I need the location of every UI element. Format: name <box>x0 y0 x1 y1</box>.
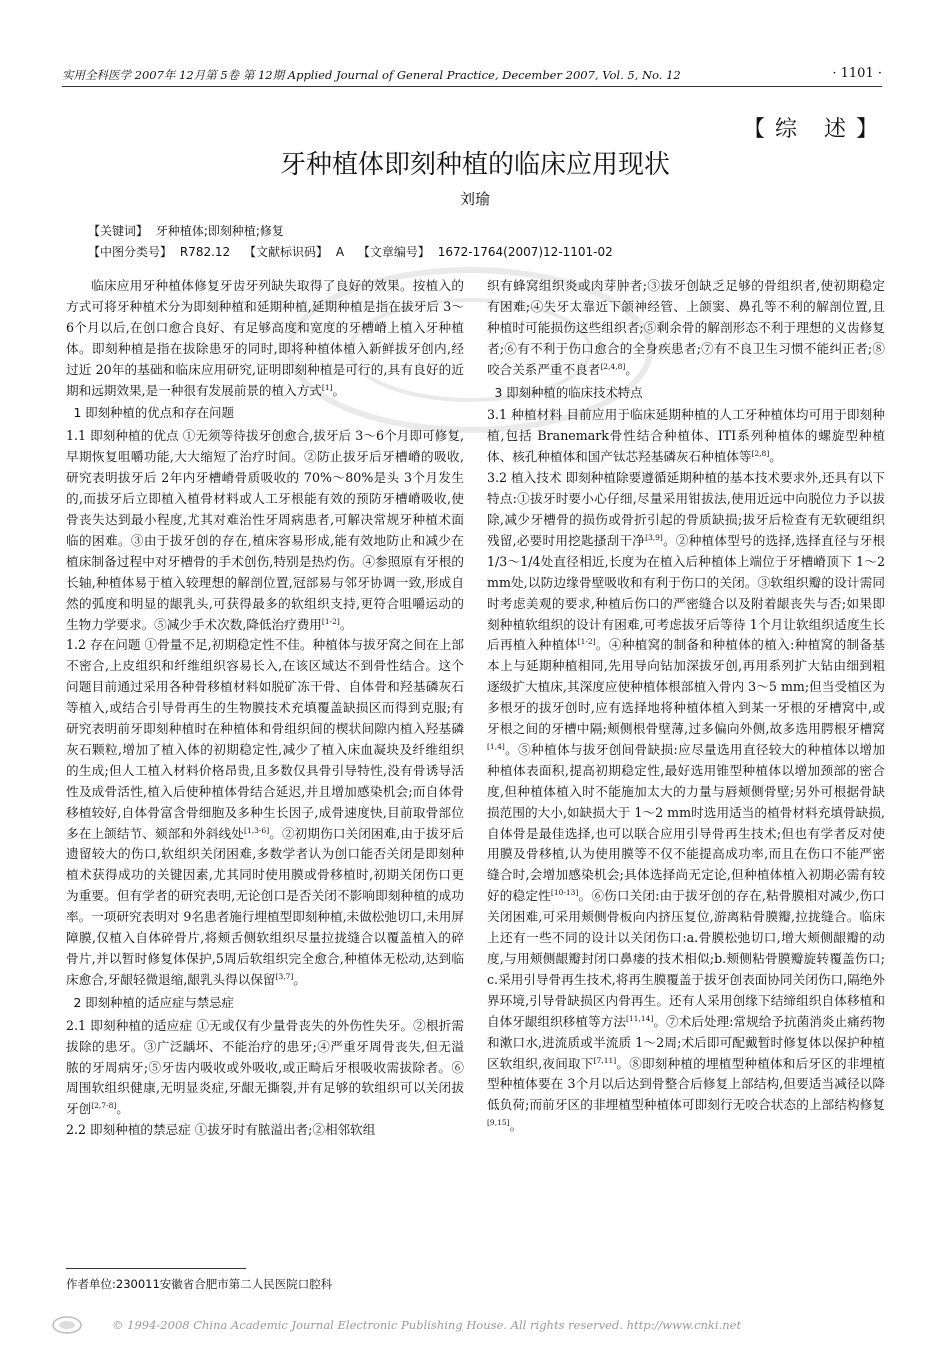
section-2-1: 2.1 即刻种植的适应症 ①无或仅有少量骨丧失的外伤性失牙。②根折需拔除的患牙。③广泛龋坏、不能治疗的患牙;④严重牙周骨丧失,但无溢脓的牙周病牙;⑤牙齿内吸收或外吸收,或正畸后牙根吸收需拔除者。⑥周围软组织健康,无明显炎症,牙龈无撕裂,并有足够的软组织可以关闭拔牙创[2,7-8]。 <box>66 1017 464 1117</box>
section-heading-2: 2 即刻种植的适应症与禁忌症 <box>73 994 234 1010</box>
citation: [2,7-8] <box>91 1101 117 1111</box>
citation: [3,9] <box>645 532 663 542</box>
citation: [3,7] <box>275 971 294 981</box>
citation: [2,8] <box>751 449 770 459</box>
section-3-1: 3.1 种植材料 目前应用于临床延期种植的人工牙种植体均可用于即刻种植,包括 Branemark骨性结合种植体、ITI系列种植体的螺旋型种植体、核孔种植体和国产钛芯羟基磷灰石种植体等[2,8]。 <box>487 407 885 465</box>
copyright-footer <box>52 1316 912 1334</box>
citation: [10-13] <box>550 888 579 898</box>
citation: [2,4,8] <box>600 361 626 371</box>
page-number: · 1101 · <box>832 66 882 81</box>
article-no-label: 【文章编号】 <box>357 245 430 259</box>
citation: [1,4] <box>487 741 505 751</box>
citation: [1-2] <box>577 637 596 647</box>
article-title: 牙种植体即刻种植的临床应用现状 <box>279 150 670 180</box>
section-3-2: 3.2 植入技术 即刻种植除要遵循延期种植的基本技术要求外,还具有以下特点:①拔牙时要小心仔细,尽量采用钳拔法,使用近远中向脱位力予以拔除,减少牙槽骨的损伤或骨折引起的骨质缺损;拔牙后检查有无软硬组织残留,必要时用挖匙搔刮干净[3,9]。②种植体型号的选择,选择直径与牙根 1/3～1/4处直径相近,长度为在植入后种植体上端位于牙槽嵴顶下 1～2 mm处,以防边缘骨壁吸收和有利于伤口的关闭。③软组织瓣的设计需同时考虑美观的要求,种植后伤口的严密缝合以及附着龈丧失与否;如果即刻种植软组织的设计有困难,可考虑拔牙后等待 1个月让软组织适度生长后再植入种植体[1-2]。④种植窝的制备和种植体的植入:种植窝的制备基本上与延期种植相同,先用导向钻加深拔牙创,再用系列扩大钻由细到粗逐级扩大植床,其深度应使种植体根部植入骨内 3～5 mm;但当受植区为多根牙的拔牙创时,应有选择地将种植体植入到某一牙根的牙槽窝中,或牙根之间的牙槽中隔;颊侧根骨壁薄,过多偏向外侧,故多选用腭根牙槽窝[1,4]。⑤种植体与拔牙创间骨缺损:应尽量选用直径较大的种植体以增加种植体表面积,提高初期稳定性,最好选用锥型种植体以增加颈部的密合度,但种植体植入时不能施加太大的力量与唇颊侧骨壁;另外可根据骨缺损范围的大小,如缺损大于 1～2 mm时选用适当的植骨材料充填骨缺损,自体骨是最佳选择,也可以联合应用引导骨再生技术;但也有学者反对使用膜及骨移植,认为使用膜等不仅不能提高成功率,而且在伤口不能严密缝合时,会增加感染机会;具体选择尚无定论,但种植体植入初期必需有较好的稳定性[10-13]。⑥伤口关闭:由于拔牙创的存在,粘骨膜相对减少,伤口关闭困难,可采用颊侧骨板向内挤压复位,游离粘骨膜瓣,拉拢缝合。临床上还有一些不同的设计以关闭伤口:a.骨膜松弛切口,增大颊侧龈瓣的动度,与用颊侧龈瓣封闭口鼻瘘的技术相似;b.颊侧粘骨膜瓣旋转覆盖伤口;c.采用引导骨再生技术,将再生膜覆盖于拔牙创表面协同关闭伤口,隔绝外界环境,引导骨缺损区内骨再生。还有人采用创缘下结缔组织自体移植和自体牙龈组织移植等方法[11,14]。⑦术后处理:常规给予抗菌消炎止痛药物和漱口水,进流质或半流质 1～2周;术后即可配戴暂时修复体以保护种植区软组织,夜间取下[7,11]。⑧即刻种植的埋植型种植体和后牙区的非埋植型种植体要在 3个月以后达到骨整合后修复上部结构,但要适当减径以降低负荷;而前牙区的非埋植型种植体可即刻行无咬合状态的上部结构修复[9,15]。 <box>487 470 886 1134</box>
citation: [9,15] <box>487 1118 510 1128</box>
author-affiliation: 作者单位:230011安徽省合肥市第二人民医院口腔科 <box>66 1277 333 1291</box>
doc-code-value: A <box>335 245 345 259</box>
section-heading-1: 1 即刻种植的优点和存在问题 <box>73 405 234 421</box>
keywords-label: 【关键词】 <box>88 224 149 238</box>
copyright-text: © 1994-2008 China Academic Journal Electronic Publishing House. All rights reserved. http://www.cnki.net <box>112 1318 742 1332</box>
citation: [11,14] <box>625 1013 654 1023</box>
journal-citation: 实用全科医学 2007年 12月第 5卷 第 12期 Applied Journal of General Practice, December 2007, Vol. 5, No. 12 <box>62 68 681 82</box>
left-column <box>66 276 464 1141</box>
footnote-rule <box>66 1268 246 1269</box>
article-no-value: 1672-1764(2007)12-1101-02 <box>437 245 613 259</box>
author-name: 刘瑜 <box>459 190 490 208</box>
clc-value: R782.12 <box>179 245 231 259</box>
citation: [7,11] <box>593 1055 617 1065</box>
section-tag: 【综 述】 <box>743 117 888 142</box>
doc-code-label: 【文献标识码】 <box>244 245 329 259</box>
section-1-2: 1.2 存在问题 ①骨量不足,初期稳定性不佳。种植体与拔牙窝之间在上部不密合,上皮组织和纤维组织容易长入,在该区域达不到骨性结合。这个问题目前通过采用各种骨移植材料如脱矿冻干骨、自体骨和羟基磷灰石等植入,或结合引导骨再生的生物膜技术充填覆盖缺损区而得到克服;有研究表明前牙即刻种植时在种植体和骨组织间的楔状间隙内植入羟基磷灰石颗粒,增加了植入体的初期稳定性,减少了植入床血凝块及纤维组织的生成;但人工植入材料价格昂贵,且多数仅具骨引导特性,没有骨诱导活性及成骨活性,植入后使种植体骨结合延迟,并且增加感染机会;而自体骨移植较好,自体骨富含骨细胞及多种生长因子,成骨速度快,目前取骨部位多在上颌结节、颏部和外斜线处[1,3-6]。②初期伤口关闭困难,由于拔牙后遗留较大的伤口,软组织关闭困难,多数学者认为创口能否关闭是即刻种植术获得成功的关键因素,尤其同时使用膜或骨移植时,初期关闭伤口更为重要。但有学者的研究表明,无论创口是否关闭不影响即刻种植的成功率。一项研究表明对 9名患者施行埋植型即刻种植,未做松弛切口,未用屏障膜,仅植入自体碎骨片,将颊舌侧软组织尽量拉拢缝合以覆盖植入的碎骨片,并以暂时修复体保护,5周后软组织完全愈合,种植体无松动,达到临床愈合,牙龈轻微退缩,龈乳头得以保留[3,7]。 <box>66 637 464 987</box>
keywords-line <box>88 222 288 239</box>
right-column <box>487 276 885 1137</box>
section-2-2-start: 2.2 即刻种植的禁忌症 ①拔牙时有脓溢出者;②相邻软组 <box>66 1122 376 1138</box>
keywords-value: 牙种植体;即刻种植;修复 <box>155 224 284 238</box>
section-2-2-continued: 织有蜂窝组织炎或肉芽肿者;③拔牙创缺乏足够的骨组织者,使初期稳定有困难;④失牙太靠近下颌神经管、上颌窦、鼻孔等不利的解剖位置,且种植时可能损伤这些组织者;⑤剩余骨的解剖形态不利于理想的义齿修复者;⑥有不利于伤口愈合的全身疾患者;⑦有不良卫生习惯不能纠正者;⑧咬合关系严重不良者[2,4,8]。 <box>487 278 885 377</box>
running-header <box>62 64 882 84</box>
section-heading-3: 3 即刻种植的临床技术特点 <box>494 384 643 400</box>
intro-paragraph: 临床应用牙种植体修复牙齿牙列缺失取得了良好的效果。按植入的方式可将牙种植术分为即刻种植和延期种植,延期种植是指在拔牙后 3～6个月以后,在创口愈合良好、有足够高度和宽度的牙槽嵴上植入牙种植体。即刻种植是指在拔除患牙的同时,即将种植体植入新鲜拔牙创内,经过近 20年的基础和临床应用研究,证明即刻种植是可行的,具有良好的近期和远期效果,是一种很有发展前景的植入方式[1]。 <box>66 278 464 398</box>
section-1-1: 1.1 即刻种植的优点 ①无须等待拔牙创愈合,拔牙后 3～6个月即可修复,早期恢复咀嚼功能,大大缩短了治疗时间。②防止拔牙后牙槽嵴的吸收,研究表明拔牙后 2年内牙槽嵴骨质吸收的 70%～80%是头 3个月发生的,而拔牙后立即植入植骨材料或人工牙根能有效的预防牙槽嵴吸收,使骨丧失达到最小程度,尤其对难治性牙周病患者,可解决常规牙种植术面临的困难。③由于拔牙创的存在,植床容易形成,能有效地防止和减少在植床制备过程中对牙槽骨的手术创伤,特别是热灼伤。④参照原有牙根的长轴,种植体易于植入较理想的解剖位置,冠部易与邻牙协调一致,形成自然的弧度和明显的龈乳头,可获得最多的软组织支持,更符合咀嚼运动的生物力学要求。⑤减少手术次数,降低治疗费用[1-2]。 <box>66 428 464 632</box>
clc-label: 【中图分类号】 <box>88 245 173 259</box>
citation: [1-2] <box>321 616 340 626</box>
classification-line <box>88 243 617 260</box>
header-rule <box>62 86 882 87</box>
cnki-logo-icon <box>52 1316 82 1334</box>
citation: [1,3-6] <box>244 825 270 835</box>
citation: [1] <box>321 382 333 392</box>
